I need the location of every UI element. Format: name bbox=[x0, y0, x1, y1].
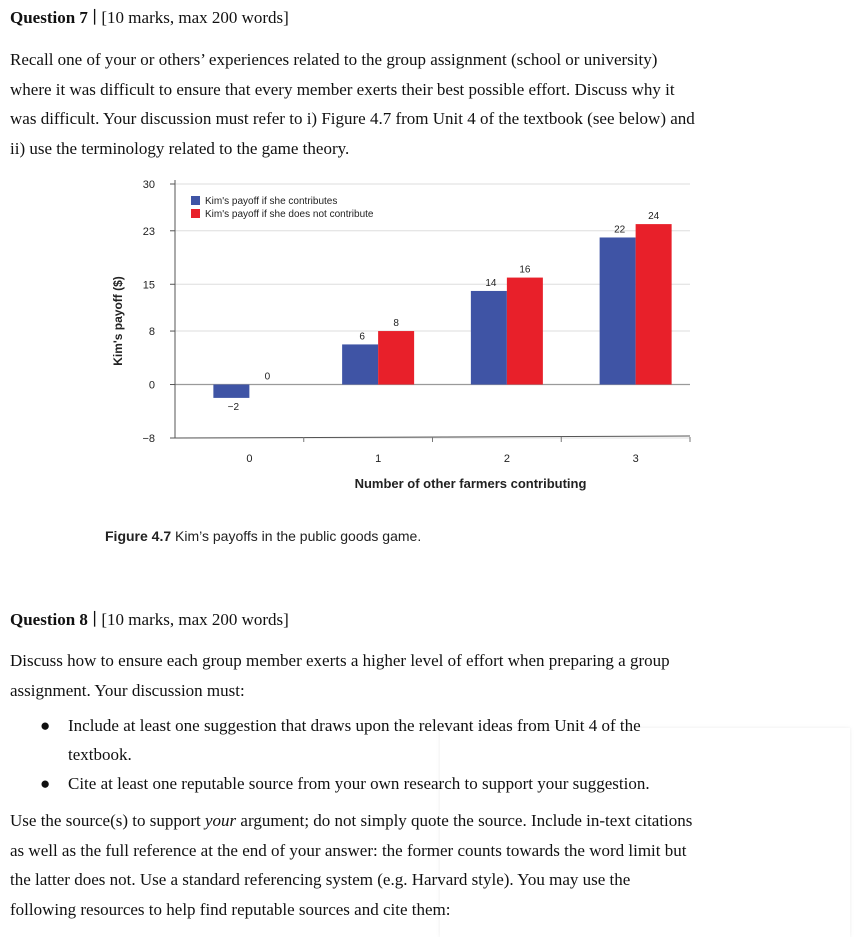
question-8-heading bbox=[10, 610, 289, 630]
q7-line: was difficult. Your discussion must refer to i) Figure 4.7 from Unit 4 of the textbook (see below) and bbox=[10, 109, 695, 128]
legend-swatch bbox=[191, 196, 200, 205]
outro-part: Use the source(s) to support bbox=[10, 811, 205, 830]
legend-label: Kim's payoff if she does not contribute bbox=[205, 209, 374, 220]
x-tick-label: 3 bbox=[632, 453, 639, 465]
separator: ∣ bbox=[92, 8, 98, 27]
outro-line bbox=[10, 806, 830, 836]
figure-4-7-chart bbox=[95, 170, 715, 560]
bar bbox=[507, 278, 543, 385]
x-tick-label: 0 bbox=[246, 453, 253, 465]
y-tick-label: 30 bbox=[142, 179, 155, 191]
bar bbox=[600, 237, 636, 384]
q7-line: where it was difficult to ensure that every member exerts their best possible effort. Discuss why it bbox=[10, 79, 675, 99]
legend-swatch bbox=[191, 209, 200, 218]
data-label: 8 bbox=[393, 318, 399, 330]
q7-line: ii) use the terminology related to the game theory. bbox=[10, 138, 350, 158]
bar bbox=[636, 224, 672, 384]
question-7-meta: [10 marks, max 200 words] bbox=[101, 8, 289, 27]
question-8-meta: [10 marks, max 200 words] bbox=[101, 610, 289, 629]
x-tick-label: 1 bbox=[375, 453, 382, 465]
y-tick-label: 23 bbox=[142, 225, 155, 238]
data-label: 22 bbox=[614, 224, 626, 236]
x-axis-label: Number of other farmers contributing bbox=[354, 476, 587, 491]
bullet-icon: ● bbox=[40, 716, 51, 735]
data-label: 0 bbox=[264, 371, 271, 383]
question-7-heading bbox=[10, 8, 289, 28]
question-7-body bbox=[10, 45, 830, 163]
bar bbox=[471, 291, 507, 385]
question-8-title: Question 8 bbox=[10, 610, 88, 629]
y-tick-label: 8 bbox=[148, 326, 155, 339]
data-label: 14 bbox=[485, 277, 497, 289]
outro-emphasis: your bbox=[205, 811, 237, 830]
data-label: 6 bbox=[359, 331, 365, 343]
data-label: 16 bbox=[519, 264, 531, 276]
bar bbox=[213, 385, 249, 398]
x-tick-label: 2 bbox=[503, 453, 510, 465]
q8-line: assignment. Your discussion must: bbox=[10, 680, 245, 700]
bullet-icon: ● bbox=[40, 774, 51, 793]
figure-caption bbox=[105, 528, 421, 544]
outro-part: argument; do not simply quote the source. Include in-text citations bbox=[236, 811, 693, 830]
q8-line: Discuss how to ensure each group member exerts a higher level of effort when preparing a group bbox=[10, 651, 670, 670]
caption-text: Kim’s payoffs in the public goods game. bbox=[171, 528, 422, 544]
y-tick-label: −8 bbox=[142, 433, 155, 445]
requirement-item bbox=[10, 711, 830, 769]
caption-label: Figure 4.7 bbox=[105, 528, 172, 544]
outro-line: the latter does not. Use a standard referencing system (e.g. Harvard style). You may use the bbox=[10, 870, 631, 889]
requirement-line: Cite at least one reputable source from your own research to support your suggestion. bbox=[68, 774, 650, 793]
legend-label: Kim's payoff if she contributes bbox=[205, 196, 338, 207]
separator: ∣ bbox=[92, 610, 98, 629]
outro-line: following resources to help find reputable sources and cite them: bbox=[10, 899, 451, 919]
y-axis-label: Kim's payoff ($) bbox=[111, 276, 125, 366]
y-tick-label: 0 bbox=[148, 379, 155, 392]
data-label: 24 bbox=[648, 211, 660, 223]
outro-line: as well as the full reference at the end of your answer: the former counts towards the word limit but bbox=[10, 840, 687, 860]
question-8-requirements bbox=[10, 711, 830, 798]
y-tick-label: 15 bbox=[142, 279, 155, 292]
requirement-line: Include at least one suggestion that draws upon the relevant ideas from Unit 4 of the bbox=[68, 716, 641, 735]
q7-line: Recall one of your or others’ experiences related to the group assignment (school or university) bbox=[10, 50, 658, 69]
bar bbox=[342, 344, 378, 384]
data-label: −2 bbox=[227, 401, 240, 413]
requirement-line: textbook. bbox=[68, 745, 132, 764]
question-8-intro bbox=[10, 646, 830, 705]
question-7-title: Question 7 bbox=[10, 8, 88, 27]
requirement-item bbox=[10, 769, 830, 798]
bar bbox=[378, 331, 414, 384]
question-8-outro bbox=[10, 806, 830, 924]
